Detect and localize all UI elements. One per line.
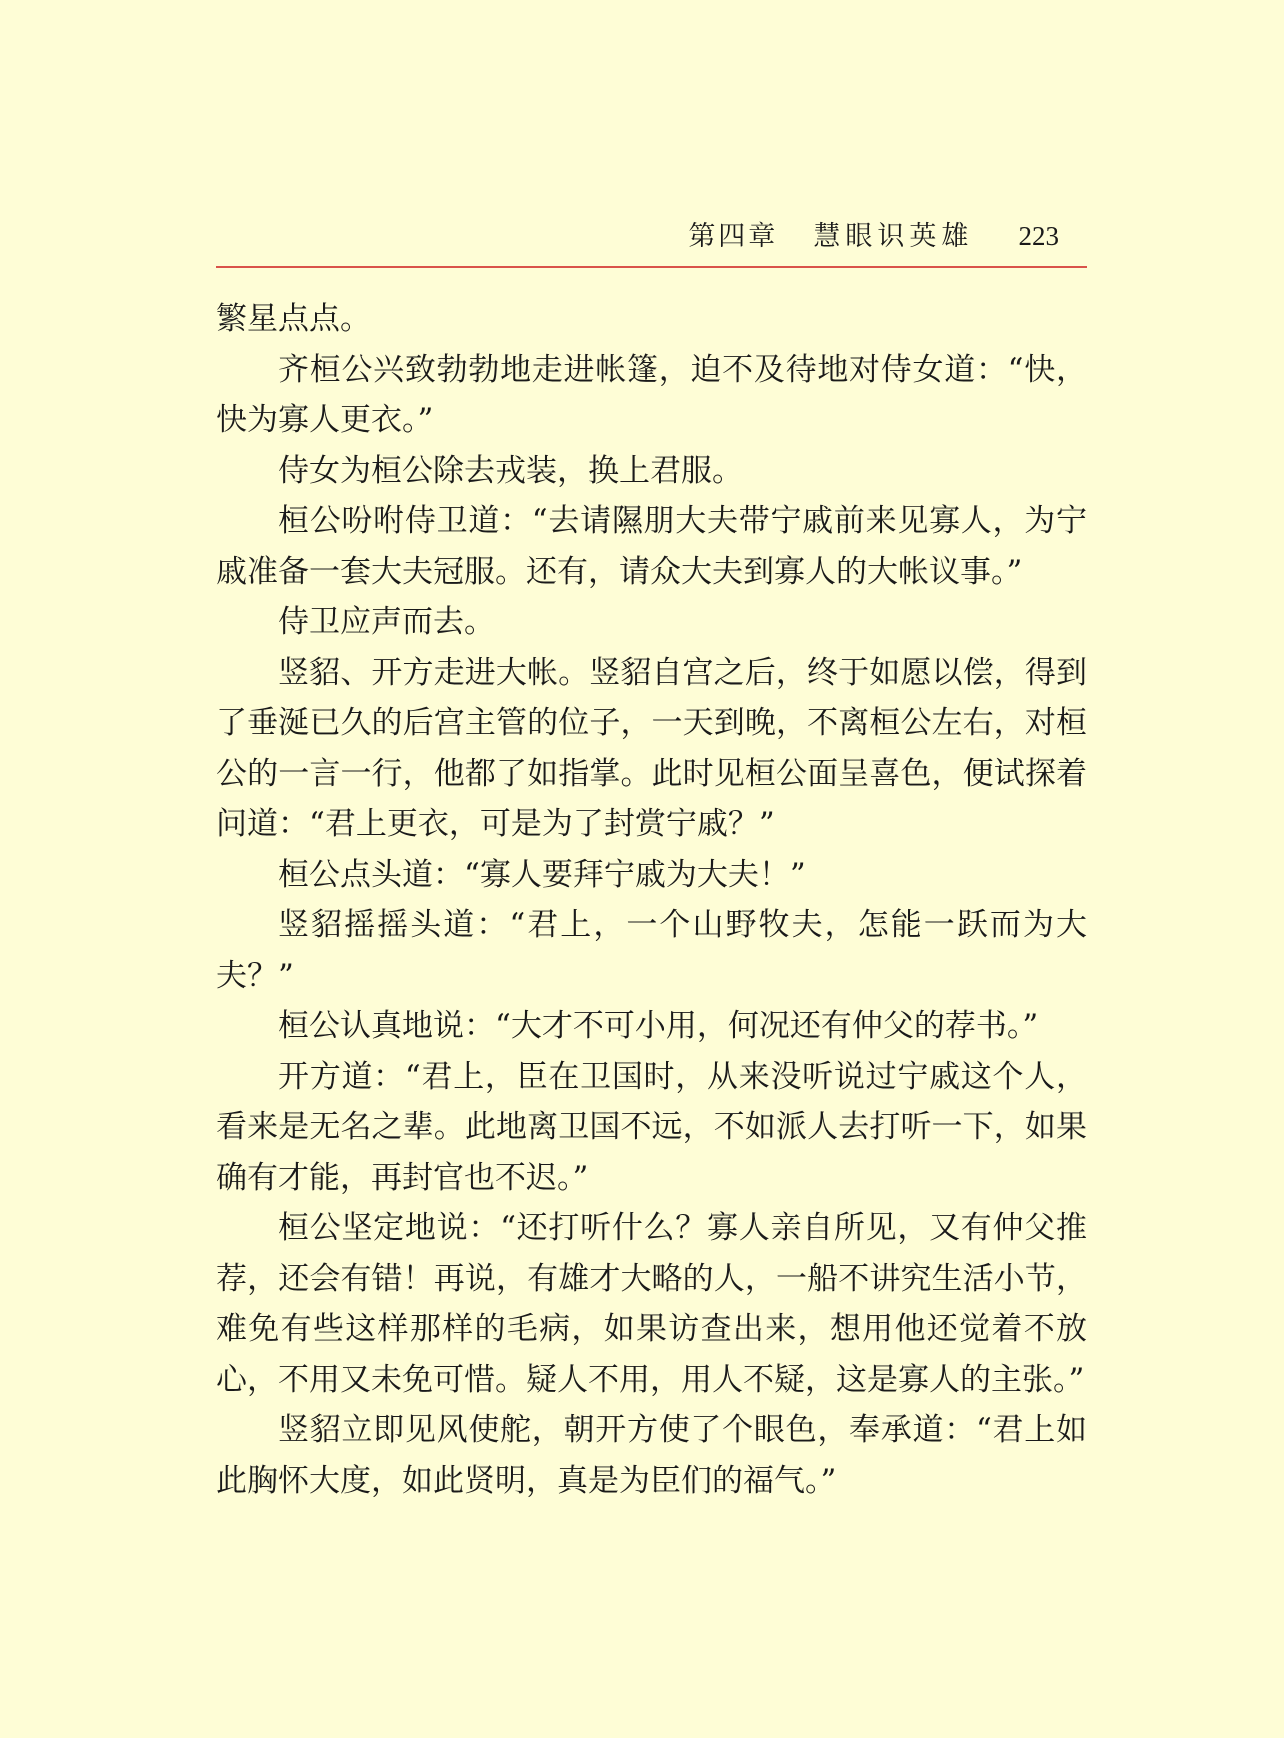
body-text xyxy=(216,294,1087,1506)
chapter-label: 第四章 xyxy=(688,221,779,252)
paragraph: 桓公坚定地说：“还打听什么？寡人亲自所见，又有仲父推荐，还会有错！再说，有雄才大略的人，一船不讲究生活小节，难免有些这样那样的毛病，如果访查出来，想用他还觉着不放心，不用又未免可惜。疑人不用，用人不疑，这是寡人的主张。” xyxy=(216,1210,1087,1398)
paragraph: 繁星点点。 xyxy=(216,301,371,337)
chapter-title: 慧眼识英雄 xyxy=(813,221,974,252)
paragraph: 竖貂、开方走进大帐。竖貂自宫之后，终于如愿以偿，得到了垂涎已久的后宫主管的位子，一天到晚，不离桓公左右，对桓公的一言一行，他都了如指掌。此时见桓公面呈喜色，便试探着问道：“君上更衣，可是为了封赏宁戚？” xyxy=(216,654,1087,842)
paragraph: 桓公吩咐侍卫道：“去请隰朋大夫带宁戚前来见寡人，为宁戚准备一套大夫冠服。还有，请众大夫到寡人的大帐议事。” xyxy=(216,503,1087,590)
paragraph: 竖貂摇摇头道：“君上，一个山野牧夫，怎能一跃而为大夫？” xyxy=(216,907,1087,994)
paragraph: 开方道：“君上，臣在卫国时，从来没听说过宁戚这个人，看来是无名之辈。此地离卫国不远，不如派人去打听一下，如果确有才能，再封官也不迟。” xyxy=(216,1058,1087,1196)
header-rule xyxy=(216,266,1087,268)
paragraph: 桓公认真地说：“大才不可小用，何况还有仲父的荐书。” xyxy=(278,1008,1039,1044)
paragraph: 竖貂立即见风使舵，朝开方使了个眼色，奉承道：“君上如此胸怀大度，如此贤明，真是为臣们的福气。” xyxy=(216,1412,1087,1499)
paragraph: 侍女为桓公除去戎装，换上君服。 xyxy=(278,452,743,489)
page-number: 223 xyxy=(1018,221,1059,251)
paragraph: 侍卫应声而去。 xyxy=(278,604,495,640)
running-header xyxy=(216,214,1087,254)
paragraph: 桓公点头道：“寡人要拜宁戚为大夫！” xyxy=(278,856,806,893)
paragraph: 齐桓公兴致勃勃地走进帐篷，迫不及待地对侍女道：“快，快为寡人更衣。” xyxy=(216,351,1087,438)
